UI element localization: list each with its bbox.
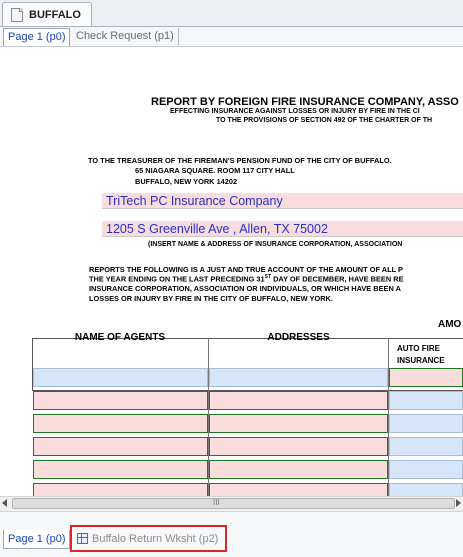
report-subtitle-2: TO THE PROVISIONS OF SECTION 492 OF THE CHARTER OF TH	[216, 117, 433, 124]
window-tab-bar	[0, 0, 463, 27]
scrollbar-grip: III	[213, 498, 220, 507]
scroll-right-arrow-icon[interactable]	[456, 499, 461, 507]
agent-address-cell[interactable]	[209, 414, 388, 433]
agent-name-cell[interactable]	[33, 368, 208, 387]
company-address-field[interactable]: 1205 S Greenville Ave , Allen, TX 75002	[102, 221, 463, 237]
company-name-field[interactable]: TriTech PC Insurance Company	[102, 193, 463, 209]
bottom-tab-buffalo-return-wksht[interactable]	[70, 525, 227, 552]
page-tab-bar	[0, 27, 463, 47]
report-paragraph-line-2	[89, 274, 404, 283]
treasurer-address-2: BUFFALO, NEW YORK 14202	[135, 177, 238, 186]
auto-fire-amount-cell[interactable]	[389, 368, 463, 387]
scrollbar-thumb[interactable]	[12, 498, 455, 509]
agent-address-cell[interactable]	[209, 368, 388, 387]
report-paragraph-line-1: REPORTS THE FOLLOWING IS A JUST AND TRUE ACCOUNT OF THE AMOUNT OF ALL P	[89, 265, 403, 274]
auto-fire-amount-cell[interactable]	[389, 414, 463, 433]
para-2-superscript: ST	[264, 274, 272, 280]
column-header-auto-fire-insurance	[397, 343, 445, 367]
document-icon	[11, 8, 23, 22]
report-subtitle-1: EFFECTING INSURANCE AGAINST LOSSES OR INJURY BY FIRE IN THE CI	[170, 108, 420, 115]
agent-address-cell[interactable]	[209, 437, 388, 456]
column-header-amount: AMO	[438, 319, 462, 330]
report-paragraph-line-3: INSURANCE CORPORATION, ASSOCIATION OR INDIVIDUALS, OR WHICH HAVE BEEN A	[89, 284, 401, 293]
agent-name-cell[interactable]	[33, 414, 208, 433]
bottom-tab-bar	[0, 511, 463, 557]
agent-name-cell[interactable]	[33, 437, 208, 456]
para-2-text-a: THE YEAR ENDING ON THE LAST PRECEDING 31	[89, 274, 265, 284]
scroll-left-arrow-icon[interactable]	[2, 499, 7, 507]
bottom-tab-buffalo-return-wksht-label: Buffalo Return Wksht (p2)	[92, 532, 219, 545]
horizontal-scrollbar[interactable]	[0, 496, 463, 511]
insert-name-note: (INSERT NAME & ADDRESS OF INSURANCE CORPORATION, ASSOCIATION	[148, 241, 403, 248]
report-paragraph-line-4: LOSSES OR INJURY BY FIRE IN THE CITY OF BUFFALO, NEW YORK.	[89, 294, 333, 303]
document-view	[0, 47, 463, 496]
auto-fire-amount-cell[interactable]	[389, 391, 463, 410]
to-treasurer-line: TO THE TREASURER OF THE FIREMAN'S PENSION FUND OF THE CITY OF BUFFALO.	[88, 156, 392, 165]
auto-fire-amount-cell[interactable]	[389, 483, 463, 496]
agent-address-cell[interactable]	[209, 483, 388, 496]
report-title: REPORT BY FOREIGN FIRE INSURANCE COMPANY, ASSO	[151, 96, 459, 108]
para-2-text-b: DAY OF DECEMBER, HAVE BEEN RE	[271, 274, 404, 284]
column-header-name-of-agents: NAME OF AGENTS	[74, 332, 166, 343]
agent-name-cell[interactable]	[33, 391, 208, 410]
agent-name-cell[interactable]	[33, 460, 208, 479]
agent-address-cell[interactable]	[209, 460, 388, 479]
treasurer-address-1: 65 NIAGARA SQUARE. ROOM 117 CITY HALL	[135, 166, 295, 175]
auto-fire-amount-cell[interactable]	[389, 460, 463, 479]
auto-fire-amount-cell[interactable]	[389, 437, 463, 456]
document-tab-label: BUFFALO	[29, 8, 81, 21]
tab-page-1[interactable]: Page 1 (p0)	[3, 28, 70, 46]
tab-check-request[interactable]: Check Request (p1)	[72, 28, 179, 45]
agent-address-cell[interactable]	[209, 391, 388, 410]
document-tab-buffalo[interactable]	[2, 2, 92, 26]
worksheet-icon	[77, 533, 88, 544]
insurance-label: INSURANCE	[397, 356, 445, 365]
auto-fire-label: AUTO FIRE	[397, 344, 440, 353]
bottom-tab-page-1[interactable]: Page 1 (p0)	[3, 530, 70, 549]
column-header-addresses: ADDRESSES	[267, 332, 330, 343]
agent-name-cell[interactable]	[33, 483, 208, 496]
